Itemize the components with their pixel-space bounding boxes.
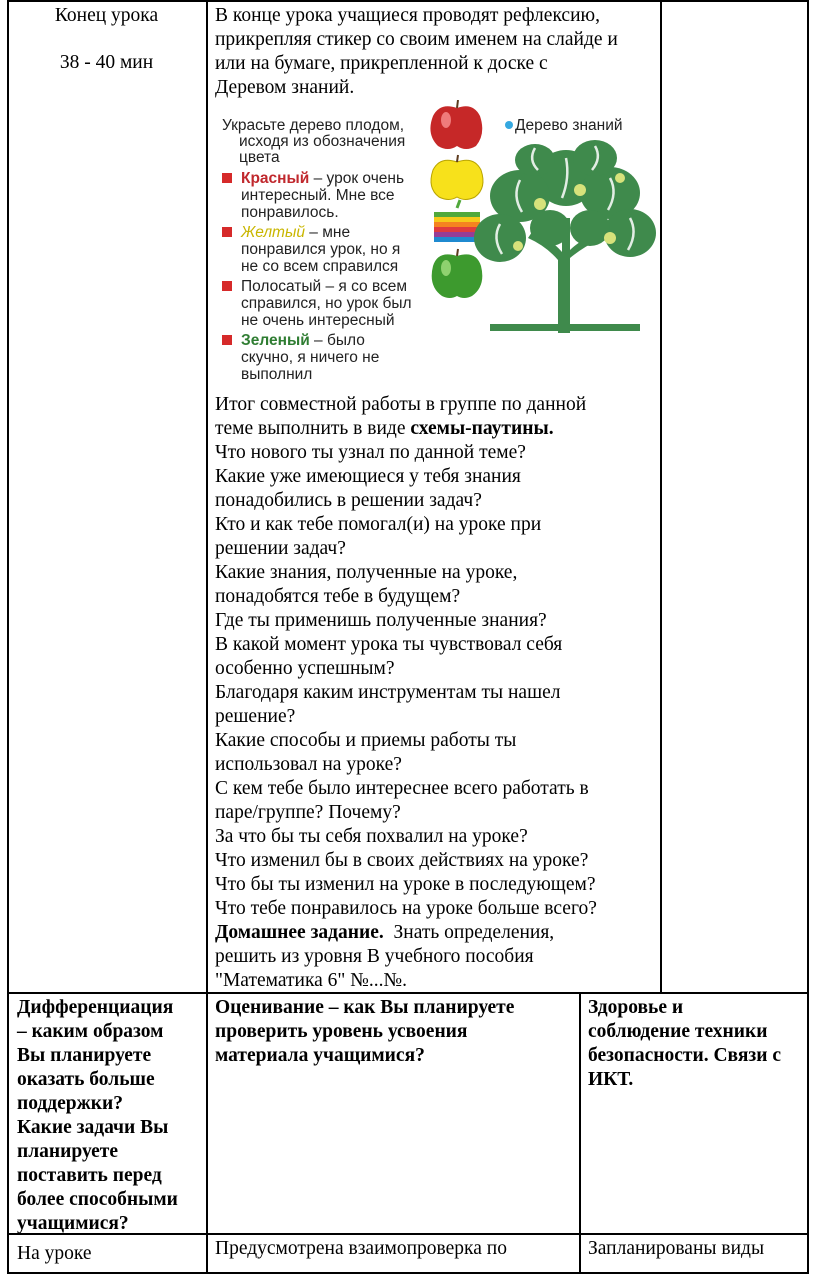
stage-time: 38 - 40 мин [59, 52, 154, 73]
legend-text: не очень интересный [241, 312, 395, 329]
row3-col2-text: Предусмотрена взаимопроверка по [215, 1238, 507, 1259]
intro-line: или на бумаге, прикрепленной к доске с [215, 53, 548, 74]
header-line: оказать больше [17, 1069, 155, 1090]
question-line: За что бы ты себя похвалил на уроке? [215, 826, 528, 847]
header-line: безопасности. Связи с [588, 1045, 781, 1066]
homework-line: "Математика 6" №...№. [215, 970, 407, 991]
legend-text: скучно, я ничего не [241, 349, 380, 366]
question-line: Какие способы и приемы работы ты [215, 730, 517, 751]
summary-bold: схемы-паутины. [410, 418, 554, 439]
figure-instruction: цвета [239, 149, 280, 166]
legend-text: не со всем справился [241, 258, 399, 275]
question-line: В какой момент урока ты чувствовал себя [215, 634, 563, 655]
table-line-col2-top [660, 0, 662, 993]
tree-caption: Дерево знаний [515, 117, 623, 134]
question-line: особенно успешным? [215, 658, 395, 679]
question-line: Какие уже имеющиеся у тебя знания [215, 466, 521, 487]
header-line: поставить перед [17, 1165, 162, 1186]
figure-instruction: Украсьте дерево плодом, [222, 117, 405, 134]
legend-text: – мне [305, 224, 351, 241]
header-line: материала учащимися? [215, 1045, 425, 1066]
summary-line [215, 417, 554, 441]
tree-caption-dot-icon [505, 121, 513, 129]
legend-text: понравилось. [241, 204, 339, 221]
header-line: соблюдение техники [588, 1021, 768, 1042]
summary-text: теме выполнить в виде [215, 418, 411, 439]
homework-label: Домашнее задание. [215, 922, 384, 943]
question-line: С кем тебе было интереснее всего работать в [215, 778, 589, 799]
table-line-col1 [206, 0, 208, 1273]
legend-text: – было [309, 332, 365, 349]
header-line: Какие задачи Вы [17, 1117, 169, 1138]
question-line: использовал на уроке? [215, 754, 402, 775]
question-line: решении задач? [215, 538, 346, 559]
question-line: Что нового ты узнал по данной теме? [215, 442, 526, 463]
legend-text: – урок очень [309, 170, 405, 187]
header-line: проверить уровень усвоения [215, 1021, 468, 1042]
question-line: решение? [215, 706, 296, 727]
header-line: Дифференциация [17, 997, 174, 1018]
question-line: Что изменил бы в своих действиях на уроке? [215, 850, 589, 871]
row3-col1-text: На уроке [17, 1243, 92, 1264]
table-line-bottom [7, 1272, 809, 1274]
header-line: ИКТ. [588, 1069, 634, 1090]
header-line: более способными [17, 1189, 178, 1210]
question-line: понадобятся тебе в будущем? [215, 586, 461, 607]
tree-icon [470, 138, 660, 338]
header-line: Здоровье и [588, 997, 684, 1018]
homework-line [215, 921, 554, 945]
legend-text: выполнил [241, 366, 313, 383]
bullet-icon [222, 335, 232, 345]
question-line: Что тебе понравилось на уроке больше всего? [215, 898, 597, 919]
homework-line: решить из уровня В учебного пособия [215, 946, 534, 967]
summary-line: Итог совместной работы в группе по данной [215, 394, 587, 415]
bullet-icon [222, 227, 232, 237]
legend-item [241, 170, 404, 187]
question-line: паре/группе? Почему? [215, 802, 401, 823]
question-line: понадобились в решении задач? [215, 490, 482, 511]
question-line: Кто и как тебе помогал(и) на уроке при [215, 514, 542, 535]
header-line: поддержки? [17, 1093, 124, 1114]
question-line: Благодаря каким инструментам ты нашел [215, 682, 561, 703]
table-line-col2-bottom [579, 993, 581, 1273]
question-line: Что бы ты изменил на уроке в последующем? [215, 874, 596, 895]
intro-line: прикрепляя стикер со своим именем на слайде и [215, 29, 618, 50]
row3-col3-text: Запланированы виды [588, 1238, 765, 1259]
header-line: Оценивание – как Вы планируете [215, 997, 515, 1018]
intro-line: Деревом знаний. [215, 77, 355, 98]
knowledge-tree-figure [215, 100, 660, 390]
table-line-row1 [7, 992, 809, 994]
legend-text: понравился урок, но я [241, 241, 401, 258]
table-line-top [7, 0, 809, 2]
question-line: Какие знания, полученные на уроке, [215, 562, 518, 583]
legend-text: Полосатый – я со всем [241, 278, 408, 295]
legend-text: справился, но урок был [241, 295, 412, 312]
intro-line: В конце урока учащиеся проводят рефлексию, [215, 5, 600, 26]
legend-text: интересный. Мне все [241, 187, 395, 204]
header-line: – каким образом [17, 1021, 164, 1042]
legend-item [241, 224, 350, 241]
bullet-icon [222, 173, 232, 183]
header-line: планируете [17, 1141, 119, 1162]
homework-text: Знать определения, [383, 922, 555, 943]
question-line: Где ты применишь полученные знания? [215, 610, 547, 631]
figure-instruction: исходя из обозначения [239, 133, 406, 150]
legend-color-name: Зеленый [241, 332, 310, 349]
table-line-right [807, 0, 809, 1273]
table-line-left [7, 0, 9, 1273]
header-line: Вы планируете [17, 1045, 152, 1066]
header-line: учащимися? [17, 1213, 129, 1234]
stage-title: Конец урока [54, 5, 159, 26]
legend-color-name: Желтый [241, 224, 305, 241]
legend-item [241, 332, 365, 349]
bullet-icon [222, 281, 232, 291]
legend-color-name: Красный [241, 170, 310, 187]
